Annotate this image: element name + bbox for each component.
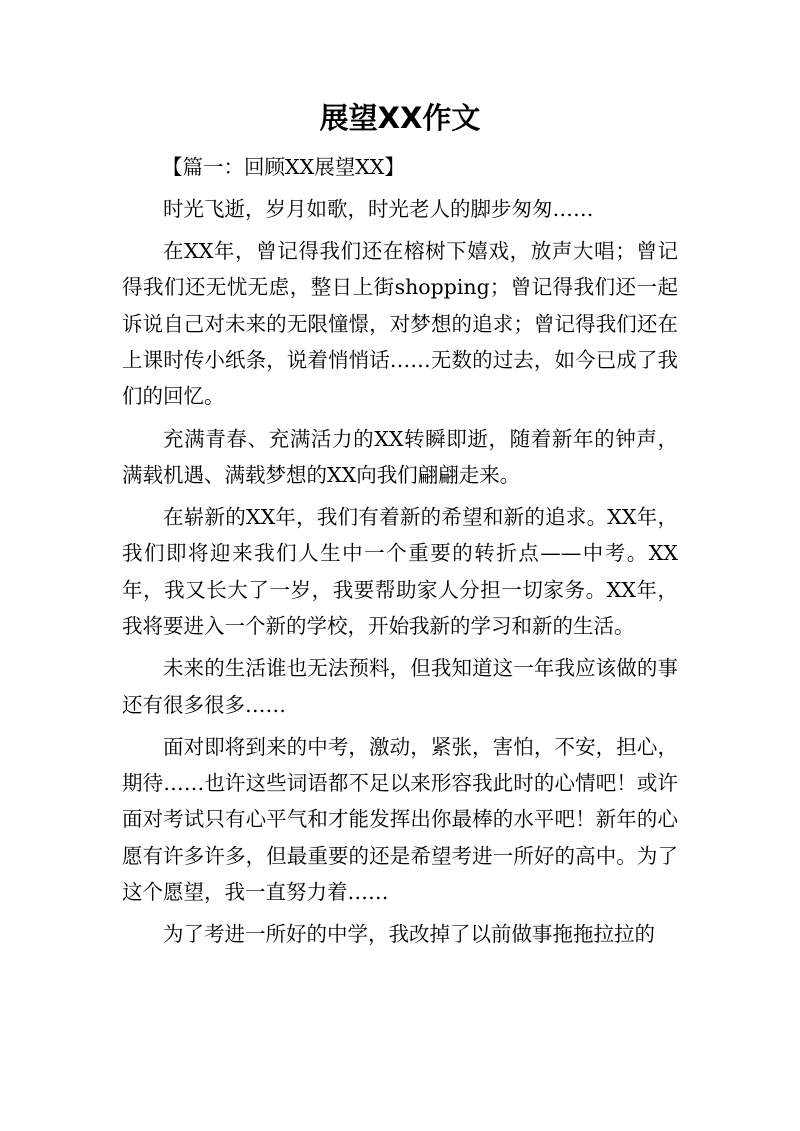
section-heading: 【篇一：回顾XX展望XX】 (162, 154, 405, 179)
paragraph-1: 时光飞逝，岁月如歌，时光老人的脚步匆匆…… (163, 196, 594, 221)
paragraph-3: 充满青春、充满活力的XX转瞬即逝，随着新年的钟声，满载机遇、满载梦想的XX向我们翩翩走来。 (122, 426, 678, 487)
paragraph-2: 在XX年，曾记得我们还在榕树下嬉戏，放声大唱；曾记得我们还无忧无虑，整日上街shopping；曾记得我们还一起诉说自己对未来的无限憧憬，对梦想的追求；曾记得我们还在上课时传小纸条，说着悄悄话……无数的过去，如今已成了我们的回忆。 (122, 239, 678, 409)
paragraph-7: 为了考进一所好的中学，我改掉了以前做事拖拖拉拉的 (163, 922, 655, 947)
paragraph-6: 面对即将到来的中考，激动，紧张，害怕，不安，担心，期待……也许这些词语都不足以来形容我此时的心情吧！或许面对考试只有心平气和才能发挥出你最棒的水平吧！新年的心愿有许多许多，但最重要的还是希望考进一所好的高中。为了这个愿望，我一直努力着…… (122, 734, 678, 904)
paragraph-5: 未来的生活谁也无法预料，但我知道这一年我应该做的事还有很多很多…… (122, 656, 678, 717)
paragraph-4: 在崭新的XX年，我们有着新的希望和新的追求。XX年，我们即将迎来我们人生中一个重要的转折点——中考。XX年，我又长大了一岁，我要帮助家人分担一切家务。XX年，我将要进入一个新的学校，开始我新的学习和新的生活。 (122, 505, 678, 638)
document-title: 展望XX作文 (319, 101, 481, 135)
